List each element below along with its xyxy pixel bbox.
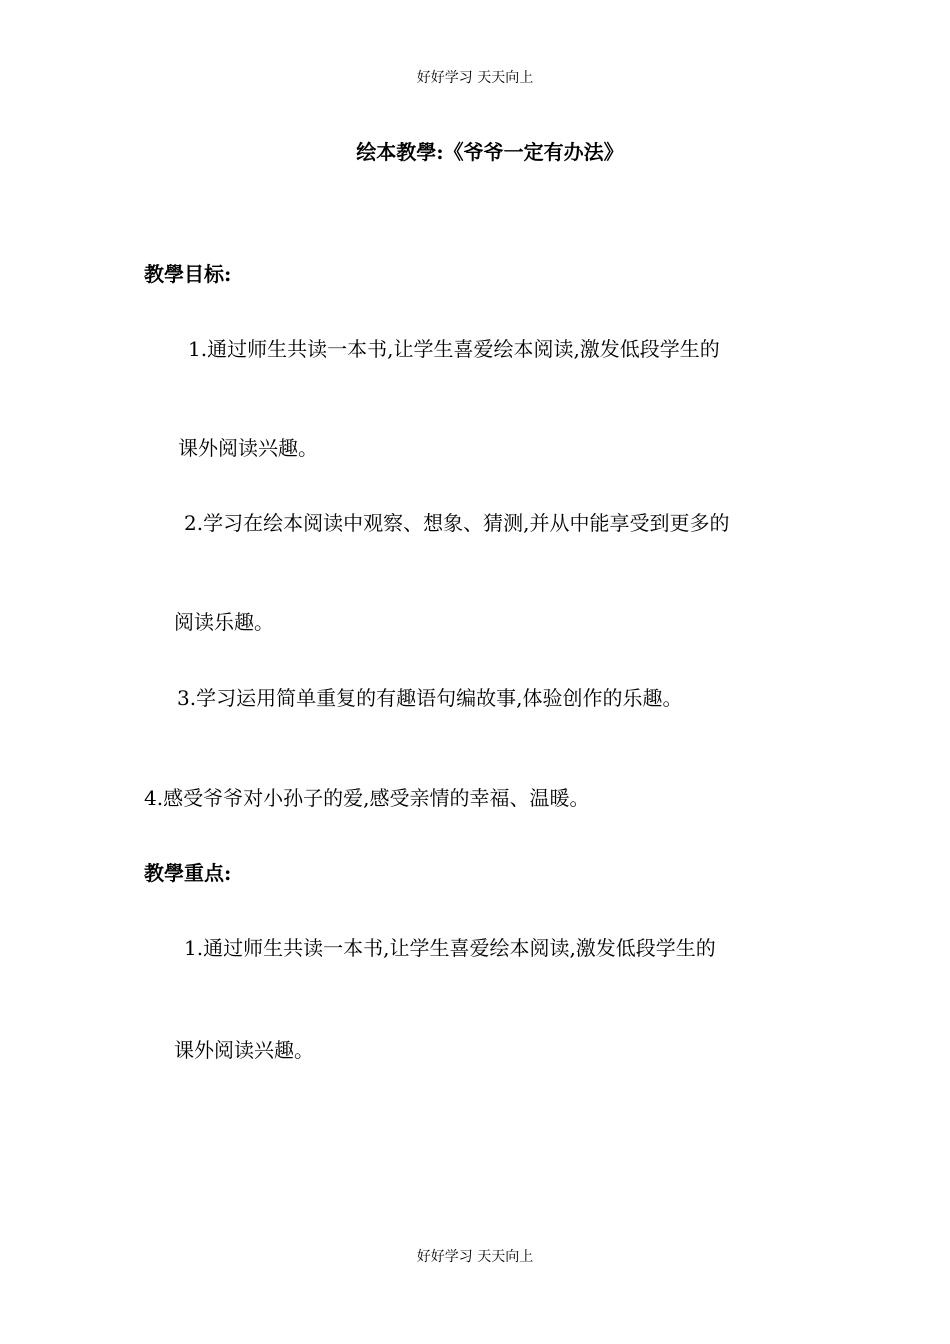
keypoint-item-1-line-1: 1.通过师生共读一本书,让学生喜爱绘本阅读,激发低段学生的 bbox=[184, 936, 716, 960]
goal-item-2-line-1: 2.学习在绘本阅读中观察、想象、猜测,并从中能享受到更多的 bbox=[184, 511, 730, 535]
goal-item-1-line-1: 1.通过师生共读一本书,让学生喜爱绘本阅读,激发低段学生的 bbox=[188, 337, 720, 361]
document-title: 绘本教學:《爷爷一定有办法》 bbox=[356, 140, 624, 164]
keypoint-item-1-line-2: 课外阅读兴趣。 bbox=[174, 1038, 314, 1062]
page-footer: 好好学习 天天向上 bbox=[416, 1249, 534, 1265]
goals-heading: 教學目标: bbox=[144, 262, 232, 286]
goal-item-2-line-2: 阅读乐趣。 bbox=[174, 610, 274, 634]
goal-item-4: 4.感受爷爷对小孙子的爱,感受亲情的幸福、温暖。 bbox=[144, 786, 590, 810]
page-header: 好好学习 天天向上 bbox=[416, 70, 534, 86]
keypoints-heading: 教學重点: bbox=[144, 861, 232, 885]
goal-item-1-line-2: 课外阅读兴趣。 bbox=[178, 436, 318, 460]
goal-item-3: 3.学习运用简单重复的有趣语句编故事,体验创作的乐趣。 bbox=[177, 686, 683, 710]
